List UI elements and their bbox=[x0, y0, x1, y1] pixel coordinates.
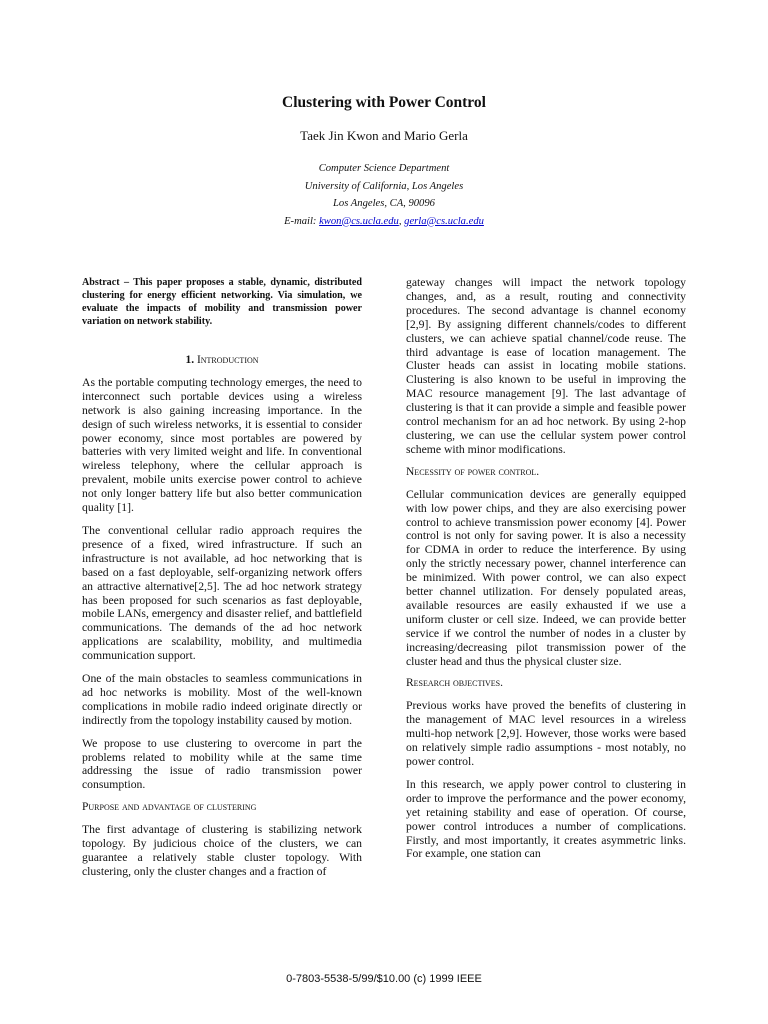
purpose-heading: Purpose and advantage of clustering bbox=[82, 801, 257, 814]
research-paragraph-2: In this research, we apply power control to clustering in order to improve the performance and the power economy, yet retaining stability and ease of operation. Of course, power control introduces a number of complications. Firstly, and most importantly, it creates asymmetric links. For example, one station can bbox=[406, 777, 686, 861]
necessity-heading: Necessity of power control. bbox=[406, 465, 540, 478]
email-line bbox=[0, 213, 768, 231]
affiliation-block bbox=[0, 160, 768, 230]
section-heading-introduction bbox=[82, 354, 362, 368]
paper-header bbox=[0, 93, 768, 230]
email-link-kwon[interactable]: kwon@cs.ucla.edu bbox=[319, 215, 399, 227]
section-title: Introduction bbox=[196, 354, 259, 366]
intro-paragraph-1: As the portable computing technology emerges, the need to interconnect such portable devices using a wireless network is also gaining increasing importance. In the design of such wireless networks, it is essential to consider power economy, since most portables are powered by batteries with very limited weight and life. In conventional wireless telephony, where the cellular approach is prevalent, mobile units exercise power control to achieve not only longer battery life but also better communication quality [1]. bbox=[82, 375, 362, 515]
section-number: 1. bbox=[185, 354, 197, 366]
abstract: Abstract – This paper proposes a stable, dynamic, distributed clustering for energy efficient networking. Via simulation, we evaluate the impacts of mobility and transmission power variation on network stability. bbox=[82, 277, 362, 327]
location: Los Angeles, CA, 90096 bbox=[333, 198, 435, 209]
intro-paragraph-2: The conventional cellular radio approach requires the presence of a fixed, wired infrastructure. If such an infrastructure is not available, ad hoc networking that is based on a fast deployable, self-organizing network offers an attractive alternative[2,5]. The ad hoc network strategy has been proposed for such scenarios as fast deployable, mobile LANs, emergency and disaster relief, and battlefield communications. The demands of the ad hoc network applications are scalability, mobility, and multimedia communication support. bbox=[82, 523, 362, 663]
university: University of California, Los Angeles bbox=[304, 180, 464, 192]
copyright-footer: 0-7803-5538-5/99/$10.00 (c) 1999 IEEE bbox=[286, 973, 482, 985]
intro-paragraph-4: We propose to use clustering to overcome in part the problems related to mobility while at the same time addressing the issue of radio transmission power consumption. bbox=[82, 736, 362, 792]
research-paragraph-1: Previous works have proved the benefits of clustering in the management of MAC level resources in a wireless multi-hop network [2,9]. However, those works were based on relatively simple radio assumptions - most notably, no power control. bbox=[406, 699, 686, 768]
department: Computer Science Department bbox=[318, 163, 450, 174]
purpose-paragraph-2: gateway changes will impact the network topology changes, and, as a result, routing and connectivity procedures. The second advantage is channel economy [2,9]. By assigning different channels/codes to different clusters, we can achieve spatial channel/code reuse. The third advantage is ease of location management. The Cluster heads can assist in locating mobile stations. Clustering is also known to be useful in improving the MAC resource management [9]. The last advantage of clustering is that it can provide a simple and feasible power control mechanism for an ad hoc network. By using 2-hop clustering, we can use the cellular system power control scheme with minor modifications. bbox=[406, 276, 686, 456]
paper-authors: Taek Jin Kwon and Mario Gerla bbox=[300, 128, 468, 143]
intro-paragraph-3: One of the main obstacles to seamless communications in ad hoc networks is mobility. Most of the well-known complications in mobile radio indeed originate directly or indirectly from the topology instability caused by motion. bbox=[82, 672, 362, 727]
email-separator: , bbox=[398, 215, 405, 227]
left-column bbox=[82, 276, 362, 912]
necessity-paragraph-1: Cellular communication devices are generally equipped with low power chips, and they are also exercising power control to achieve transmission power economy [4]. Power control is not only for saving power. It is also a necessity for CDMA in order to reduce the interference. By using only the strictly necessary power, channel interference can be minimized. With power control, we can also expect better channel utilization. For densely populated areas, available resources are easily exhausted if we use a uniform cluster or cell size. Indeed, we can provide better service if we control the number of nodes in a cluster by increasing/decreasing pilot transmission power of the cluster head and thus the physical cluster size. bbox=[406, 487, 686, 668]
email-label: E-mail: bbox=[284, 215, 320, 227]
right-column bbox=[406, 276, 686, 912]
email-link-gerla[interactable]: gerla@cs.ucla.edu bbox=[404, 215, 484, 227]
purpose-paragraph-1: The first advantage of clustering is stabilizing network topology. By judicious choice of the clusters, we can guarantee a relatively stable cluster topology. With clustering, only the cluster changes and a fraction of bbox=[82, 823, 362, 878]
paper-title: Clustering with Power Control bbox=[282, 94, 486, 111]
research-heading: Research objectives. bbox=[406, 677, 503, 690]
